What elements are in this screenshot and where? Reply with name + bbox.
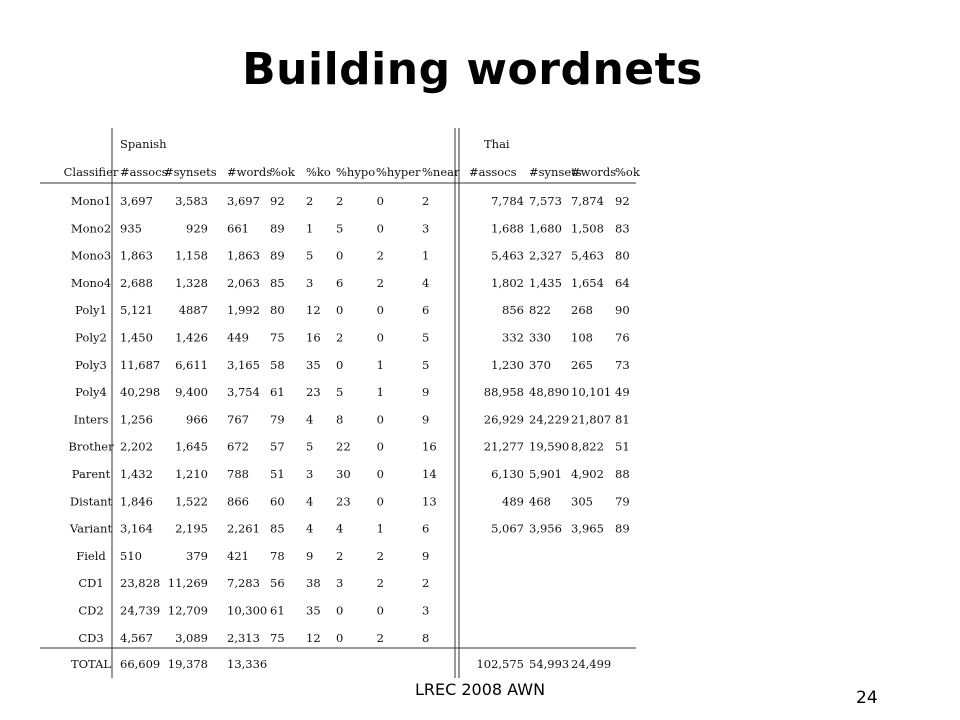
row-label: Distant	[69, 494, 113, 509]
table-cell: 0	[376, 603, 384, 618]
table-cell: 57	[270, 439, 285, 454]
table-cell: 265	[571, 357, 593, 372]
table-cell: 1,508	[571, 221, 604, 236]
table-cell: 3,965	[571, 521, 604, 536]
table-cell: 85	[270, 275, 285, 290]
column-header: Classifier	[63, 165, 119, 179]
table-cell: 2	[422, 576, 430, 591]
total-cell: 13,336	[227, 657, 268, 671]
table-cell: 0	[336, 248, 344, 263]
table-cell: 856	[502, 303, 524, 318]
table-cell: 26,929	[483, 412, 524, 427]
table-cell: 1,645	[175, 439, 208, 454]
group-header-thai: Thai	[484, 137, 510, 151]
table-cell: 3,164	[120, 521, 153, 536]
total-cell: 19,378	[167, 657, 208, 671]
table-cell: 22	[336, 439, 351, 454]
table-cell: 489	[502, 494, 524, 509]
table-cell: 2	[336, 194, 344, 208]
table-cell: 1,802	[491, 275, 524, 290]
table-cell: 3,697	[120, 194, 153, 208]
table-cell: 75	[270, 330, 285, 345]
group-header-spanish: Spanish	[120, 137, 167, 151]
table-cell: 23	[336, 494, 351, 509]
table-cell: 61	[270, 603, 285, 618]
table-cell: 5	[422, 330, 430, 345]
table-cell: 30	[336, 467, 351, 481]
table-cell: 5	[306, 248, 314, 263]
table-cell: 75	[270, 630, 285, 645]
table-cell: 2	[422, 194, 430, 208]
table-cell: 9,400	[175, 385, 208, 400]
table-cell: 0	[376, 221, 384, 236]
row-label: CD3	[78, 630, 104, 645]
table-cell: 1	[376, 521, 384, 536]
table-cell: 672	[227, 439, 249, 454]
table-cell: 89	[270, 248, 285, 263]
table-cell: 929	[186, 221, 208, 236]
table-cell: 73	[615, 357, 630, 372]
table-cell: 8	[422, 630, 430, 645]
table-cell: 35	[306, 357, 321, 372]
table-cell: 23,828	[120, 576, 161, 591]
table-cell: 4	[306, 412, 314, 427]
table-cell: 3	[306, 467, 314, 481]
column-header: %ok	[615, 165, 640, 179]
table-cell: 1,992	[227, 303, 260, 318]
table-cell: 11,269	[167, 576, 208, 591]
table-cell: 935	[120, 221, 142, 236]
slide-title: Building wordnets	[242, 44, 703, 95]
table-cell: 108	[571, 330, 593, 345]
table-cell: 4,902	[571, 467, 604, 481]
table-cell: 85	[270, 521, 285, 536]
table-cell: 79	[270, 412, 285, 427]
table-cell: 21,807	[571, 412, 612, 427]
table-cell: 6	[422, 303, 430, 318]
table-cell: 58	[270, 357, 285, 372]
table-cell: 2,195	[175, 521, 208, 536]
table-cell: 48,890	[529, 385, 570, 400]
table-cell: 88,958	[483, 385, 524, 400]
table-cell: 0	[376, 439, 384, 454]
table-cell: 0	[376, 494, 384, 509]
table-cell: 83	[615, 221, 630, 236]
table-cell: 3,697	[227, 194, 260, 208]
row-label: Mono2	[70, 221, 112, 236]
table-cell: 1,846	[120, 494, 153, 509]
table-cell: 5	[336, 221, 344, 236]
table-cell: 51	[270, 467, 285, 481]
table-cell: 92	[615, 194, 630, 208]
table-cell: 8	[336, 412, 344, 427]
table-cell: 88	[615, 467, 630, 481]
table-cell: 3,583	[175, 194, 208, 208]
page-number: 24	[856, 688, 878, 708]
table-cell: 78	[270, 548, 285, 563]
table-cell: 2,327	[529, 248, 562, 263]
table-cell: 0	[336, 630, 344, 645]
table-cell: 421	[227, 548, 249, 563]
table-cell: 379	[186, 548, 208, 563]
table-cell: 7,874	[571, 194, 604, 208]
table-cell: 3,089	[175, 630, 208, 645]
column-header: %hyper	[376, 165, 421, 179]
results-table-graphic	[40, 128, 650, 678]
table-cell: 4	[306, 494, 314, 509]
table-cell: 7,784	[491, 194, 524, 208]
table-cell: 966	[186, 412, 208, 427]
table-cell: 2,688	[120, 275, 153, 290]
table-cell: 35	[306, 603, 321, 618]
table-cell: 1	[306, 221, 314, 236]
table-cell: 1,863	[227, 248, 260, 263]
total-cell: 24,499	[571, 657, 612, 671]
table-cell: 1,680	[529, 221, 562, 236]
table-cell: 7,283	[227, 576, 260, 591]
table-cell: 2,261	[227, 521, 260, 536]
table-cell: 2	[336, 548, 344, 563]
row-label: Inters	[73, 412, 109, 427]
table-cell: 1,328	[175, 275, 208, 290]
table-cell: 1,230	[491, 357, 524, 372]
table-cell: 788	[227, 467, 249, 481]
row-label: CD1	[78, 576, 104, 591]
table-cell: 9	[422, 412, 430, 427]
table-cell: 2	[376, 576, 384, 591]
table-cell: 23	[306, 385, 321, 400]
table-cell: 5,067	[491, 521, 524, 536]
table-cell: 19,590	[529, 439, 570, 454]
column-header: %ko	[306, 165, 331, 179]
row-label: Poly3	[75, 357, 107, 372]
table-cell: 4887	[178, 303, 208, 318]
total-cell: 102,575	[476, 657, 524, 671]
table-cell: 0	[376, 412, 384, 427]
column-header: #assocs	[469, 165, 517, 179]
table-cell: 1,256	[120, 412, 153, 427]
table-cell: 0	[376, 194, 384, 208]
table-cell: 5	[306, 439, 314, 454]
table-cell: 1,688	[491, 221, 524, 236]
table-cell: 3	[422, 603, 430, 618]
table-cell: 5	[422, 357, 430, 372]
table-cell: 9	[306, 548, 314, 563]
column-header: #synsets	[529, 165, 582, 179]
table-cell: 1	[376, 385, 384, 400]
table-cell: 5,121	[120, 303, 153, 318]
table-cell: 92	[270, 194, 285, 208]
table-cell: 0	[336, 303, 344, 318]
table-cell: 0	[336, 357, 344, 372]
table-cell: 1,654	[571, 275, 604, 290]
table-cell: 661	[227, 221, 249, 236]
table-cell: 79	[615, 494, 630, 509]
row-label: Variant	[69, 521, 113, 536]
table-cell: 21,277	[483, 439, 524, 454]
table-cell: 2	[376, 630, 384, 645]
table-cell: 3,956	[529, 521, 562, 536]
table-cell: 10,101	[571, 385, 612, 400]
table-cell: 14	[422, 467, 437, 481]
slide-footer: LREC 2008 AWN	[414, 680, 546, 699]
table-cell: 2	[376, 275, 384, 290]
table-cell: 2,063	[227, 275, 260, 290]
column-header: %near	[422, 165, 460, 179]
column-header: #synsets	[164, 165, 217, 179]
table-cell: 6,130	[491, 467, 524, 481]
table-cell: 305	[571, 494, 593, 509]
total-label: TOTAL	[70, 657, 112, 671]
table-cell: 0	[376, 303, 384, 318]
row-label: Field	[76, 548, 106, 563]
table-cell: 60	[270, 494, 285, 509]
table-cell: 24,229	[529, 412, 570, 427]
table-cell: 866	[227, 494, 249, 509]
table-cell: 16	[422, 439, 437, 454]
table-cell: 76	[615, 330, 630, 345]
table-cell: 11,687	[120, 357, 161, 372]
table-cell: 449	[227, 330, 249, 345]
table-cell: 2	[336, 330, 344, 345]
table-cell: 12,709	[167, 603, 208, 618]
table-cell: 2,313	[227, 630, 260, 645]
table-cell: 3	[422, 221, 430, 236]
row-label: Brother	[68, 439, 114, 454]
row-label: Poly4	[75, 385, 107, 400]
table-cell: 81	[615, 412, 630, 427]
table-cell: 1,426	[175, 330, 208, 345]
table-cell: 4	[422, 275, 430, 290]
total-cell: 54,993	[529, 657, 570, 671]
table-cell: 330	[529, 330, 551, 345]
table-cell: 332	[502, 330, 524, 345]
table-cell: 3	[336, 576, 344, 591]
table-cell: 4	[336, 521, 344, 536]
table-cell: 822	[529, 303, 551, 318]
table-cell: 4	[306, 521, 314, 536]
row-label: Parent	[71, 467, 111, 481]
table-cell: 468	[529, 494, 551, 509]
column-header: #words	[227, 165, 273, 179]
table-cell: 1,863	[120, 248, 153, 263]
table-cell: 1	[422, 248, 430, 263]
table-cell: 12	[306, 303, 321, 318]
table-cell: 1,432	[120, 467, 153, 481]
total-cell: 66,609	[120, 657, 161, 671]
table-cell: 2	[376, 248, 384, 263]
row-label: Poly2	[75, 330, 107, 345]
table-cell: 38	[306, 576, 321, 591]
table-cell: 56	[270, 576, 285, 591]
table-cell: 80	[270, 303, 285, 318]
table-cell: 8,822	[571, 439, 604, 454]
table-cell: 90	[615, 303, 630, 318]
table-cell: 0	[376, 330, 384, 345]
table-cell: 1,522	[175, 494, 208, 509]
table-cell: 13	[422, 494, 437, 509]
table-cell: 61	[270, 385, 285, 400]
table-cell: 89	[615, 521, 630, 536]
table-cell: 1,210	[175, 467, 208, 481]
table-cell: 1,158	[175, 248, 208, 263]
table-cell: 9	[422, 548, 430, 563]
table-cell: 1,450	[120, 330, 153, 345]
table-cell: 4,567	[120, 630, 153, 645]
table-cell: 7,573	[529, 194, 562, 208]
column-header: #words	[571, 165, 617, 179]
table-cell: 64	[615, 275, 630, 290]
row-label: Mono1	[70, 194, 112, 208]
table-cell: 5	[336, 385, 344, 400]
row-label: Mono3	[70, 248, 112, 263]
table-cell: 2,202	[120, 439, 153, 454]
table-cell: 89	[270, 221, 285, 236]
row-label: Poly1	[75, 303, 107, 318]
table-cell: 3,165	[227, 357, 260, 372]
table-cell: 6	[422, 521, 430, 536]
table-cell: 0	[336, 603, 344, 618]
column-header: %ok	[270, 165, 295, 179]
table-cell: 510	[120, 548, 142, 563]
table-cell: 3,754	[227, 385, 260, 400]
table-cell: 49	[615, 385, 630, 400]
table-cell: 40,298	[120, 385, 161, 400]
row-label: CD2	[78, 603, 104, 618]
table-cell: 5,463	[491, 248, 524, 263]
column-header: %hypo	[336, 165, 376, 179]
table-cell: 24,739	[120, 603, 161, 618]
table-cell: 2	[306, 194, 314, 208]
table-cell: 6,611	[175, 357, 208, 372]
table-cell: 6	[336, 275, 344, 290]
table-cell: 10,300	[227, 603, 268, 618]
table-cell: 12	[306, 630, 321, 645]
table-cell: 5,463	[571, 248, 604, 263]
table-cell: 3	[306, 275, 314, 290]
table-cell: 0	[376, 467, 384, 481]
table-cell: 1	[376, 357, 384, 372]
table-cell: 5,901	[529, 467, 562, 481]
table-cell: 9	[422, 385, 430, 400]
column-header: #assocs	[120, 165, 168, 179]
table-cell: 2	[376, 548, 384, 563]
table-cell: 1,435	[529, 275, 562, 290]
table-cell: 767	[227, 412, 249, 427]
table-cell: 80	[615, 248, 630, 263]
table-cell: 51	[615, 439, 630, 454]
row-label: Mono4	[70, 275, 112, 290]
results-table	[40, 128, 650, 678]
table-cell: 16	[306, 330, 321, 345]
table-cell: 370	[529, 357, 551, 372]
table-cell: 268	[571, 303, 593, 318]
